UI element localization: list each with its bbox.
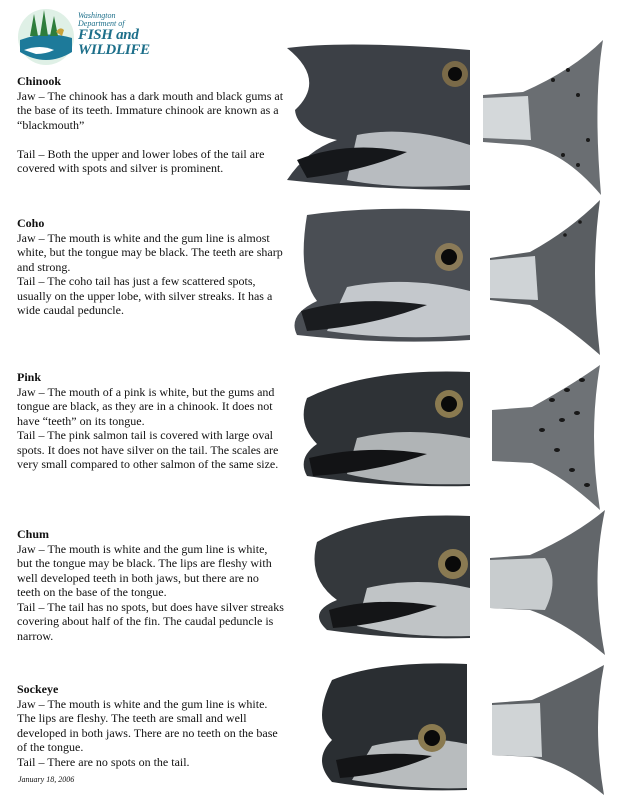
chum-head-photo [307, 512, 470, 640]
coho-tail-photo [490, 200, 602, 355]
tail-description: Tail – The pink salmon tail is covered with large oval spots. It does not have silver on the tail. The scales are very small compared to other salmon of the same size. [17, 428, 279, 471]
jaw-description: Jaw – The mouth is white and the gum line is almost white, but the tongue may be black. The teeth are sharp and strong. [17, 230, 283, 274]
logo-line-2: Department of [78, 19, 125, 28]
species-name: Sockeye [17, 682, 59, 696]
tail-description: Tail – Both the upper and lower lobes of the tail are covered with spots and silver is prominent. [17, 146, 265, 175]
jaw-description: Jaw – The mouth is white and the gum line is white, but the tongue may be black. The lips are fleshy with well developed teeth in both jaws, but there are no teeth on the base of the tongue. [17, 541, 272, 599]
species-sockeye [17, 682, 285, 769]
pink-head-photo [297, 368, 470, 488]
species-coho [17, 216, 285, 318]
pink-tail-photo [492, 365, 602, 510]
chinook-head-photo [287, 40, 470, 195]
wdfw-logo [16, 2, 156, 72]
chum-tail-photo [490, 510, 607, 655]
jaw-description: Jaw – The mouth of a pink is white, but the gums and tongue are black, as they are in a chinook. It does not have “teeth” on its tongue. [17, 384, 275, 428]
tail-description: Tail – The tail has no spots, but does have silver streaks covering about half of the fin. The caudal peduncle is narrow. [17, 599, 284, 643]
wdfw-emblem-icon [16, 2, 76, 72]
species-name: Chum [17, 527, 50, 541]
sockeye-tail-photo [492, 665, 607, 795]
coho-head-photo [287, 205, 470, 345]
species-chinook [17, 74, 285, 176]
logo-line-1: Washington [78, 11, 116, 20]
tail-description: Tail – The coho tail has just a few scattered spots, usually on the upper lobe, with silver streaks. It has a wide caudal peduncle. [17, 274, 273, 317]
sockeye-head-photo [312, 660, 467, 792]
jaw-description: Jaw – The mouth is white and the gum line is white. The lips are fleshy. The teeth are small and well developed in both jaws. There are no teeth on the base of the tongue. [17, 696, 278, 754]
species-pink [17, 370, 285, 472]
chinook-tail-photo [483, 40, 608, 195]
species-name: Coho [17, 216, 45, 230]
logo-line-3: FISH and WILDLIFE [78, 27, 150, 58]
species-name: Pink [17, 370, 42, 384]
tail-description: Tail – There are no spots on the tail. [17, 754, 190, 769]
species-chum [17, 527, 285, 643]
document-date: January 18, 2006 [18, 775, 75, 784]
jaw-description: Jaw – The chinook has a dark mouth and black gums at the base of its teeth. Immature chinook are known as a “blackmouth” [17, 88, 284, 132]
species-name: Chinook [17, 74, 62, 88]
